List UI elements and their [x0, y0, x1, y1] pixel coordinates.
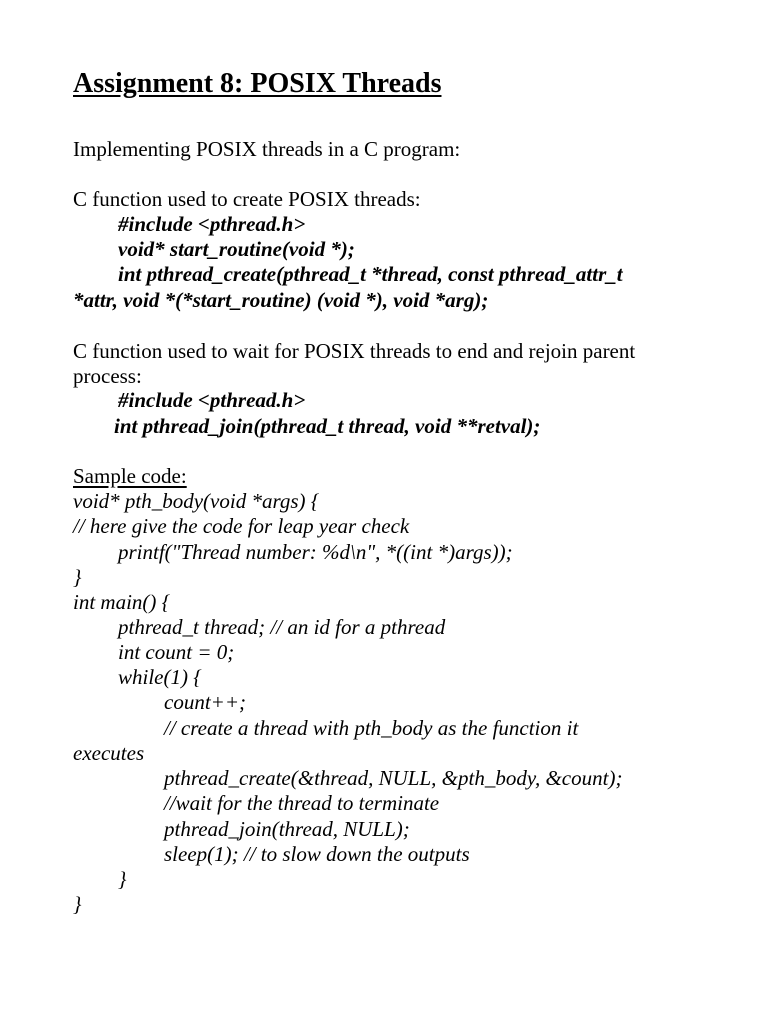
- create-include-line: #include <pthread.h>: [118, 212, 306, 236]
- join-include-line: #include <pthread.h>: [118, 388, 306, 412]
- join-section-heading: C function used to wait for POSIX threads to end and rejoin parent: [73, 339, 636, 363]
- sample-code-heading: Sample code:: [73, 464, 187, 488]
- code-line: void* pth_body(void *args) {: [73, 489, 320, 513]
- document-title: Assignment 8: POSIX Threads: [73, 68, 442, 99]
- create-section-heading: C function used to create POSIX threads:: [73, 187, 421, 211]
- code-line: }: [73, 565, 82, 589]
- code-line: }: [118, 867, 127, 891]
- code-line: sleep(1); // to slow down the outputs: [164, 842, 470, 866]
- code-line: int count = 0;: [118, 640, 235, 664]
- join-section-heading-continued: process:: [73, 364, 142, 388]
- intro-text: Implementing POSIX threads in a C program:: [73, 137, 461, 161]
- code-line: }: [73, 892, 82, 916]
- code-line: // create a thread with pth_body as the function it: [164, 716, 579, 740]
- code-line: while(1) {: [118, 665, 202, 689]
- pthread-join-prototype: int pthread_join(pthread_t thread, void **retval);: [114, 414, 541, 438]
- code-line: pthread_t thread; // an id for a pthread: [118, 615, 446, 639]
- code-line: printf("Thread number: %d\n", *((int *)args));: [118, 540, 513, 564]
- code-line: int main() {: [73, 590, 171, 614]
- code-line: //wait for the thread to terminate: [164, 791, 440, 815]
- code-line: count++;: [164, 690, 246, 714]
- code-line: executes: [73, 741, 145, 765]
- code-line: pthread_create(&thread, NULL, &pth_body, &count);: [164, 766, 623, 790]
- code-line: pthread_join(thread, NULL);: [164, 817, 410, 841]
- pthread-create-prototype: int pthread_create(pthread_t *thread, const pthread_attr_t: [118, 262, 623, 286]
- pthread-create-prototype-continued: *attr, void *(*start_routine) (void *), void *arg);: [73, 288, 489, 312]
- start-routine-prototype: void* start_routine(void *);: [118, 237, 355, 261]
- code-line: // here give the code for leap year check: [73, 514, 410, 538]
